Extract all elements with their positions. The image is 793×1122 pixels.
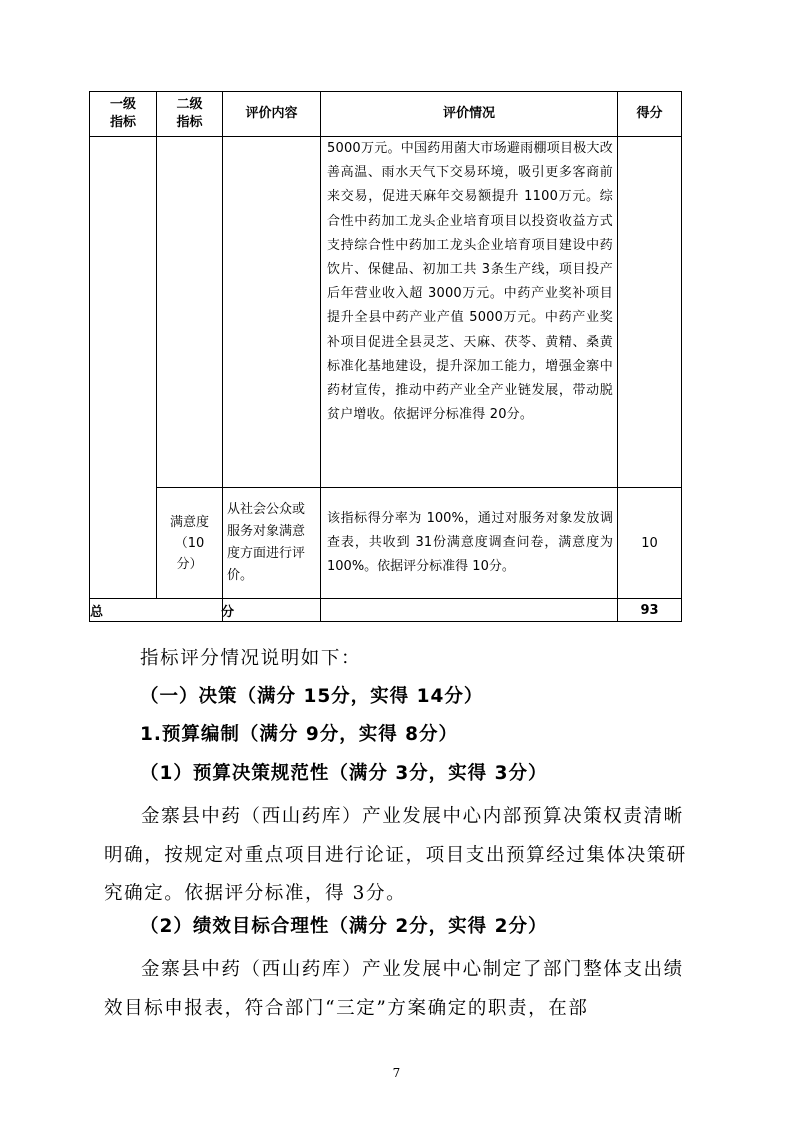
level2-cell [157, 137, 223, 488]
level1-cell [90, 137, 157, 599]
table-header-row [90, 92, 682, 137]
satisfaction-content: 从社会公众或服务对象满意度方面进行评价。 [223, 488, 321, 599]
header-level2: 二级 指标 [157, 92, 223, 137]
item-heading-2: （2）绩效目标合理性（满分 2分，实得 2分） [140, 916, 548, 937]
section-heading: （一）决策（满分 15分，实得 14分） [140, 686, 484, 707]
paragraph-2: 金寨县中药（西山药库）产业发展中心制定了部门整体支出绩效目标申报表，符合部门“三定”方案确定的职责，在部 [104, 959, 684, 1019]
header-score: 得分 [618, 92, 682, 137]
total-label: 总 分 [90, 599, 223, 622]
paragraph-1: 金寨县中药（西山药库）产业发展中心内部预算决策权责清晰明确，按规定对重点项目进行论证，项目支出预算经过集体决策研究确定。依据评分标准，得 3分。 [104, 806, 687, 904]
evaluation-cell: 5000万元。中国药用菌大市场避雨棚项目极大改善高温、雨水天气下交易环境，吸引更多客商前来交易，促进天麻年交易额提升 1100万元。综合性中药加工龙头企业培育项目以投资收益方式支持综合性中药加工龙头企业培育项目建设中药饮片、保健品、初加工共 3条生产线，项目投产后年营业收入超 3000万元。中药产业奖补项目提升全县中药产业产值 5000万元。中药产业奖补项目促进全县灵芝、天麻、茯苓、黄精、桑黄标准化基地建设，提升深加工能力，增强金寨中药材宣传，推动中药产业全产业链发展，带动脱贫户增收。依据评分标准得 20分。 [321, 137, 618, 488]
header-content: 评价内容 [223, 92, 321, 137]
header-evaluation: 评价情况 [321, 92, 618, 137]
total-empty-2 [321, 599, 618, 622]
total-score: 93 [618, 599, 682, 622]
score-cell [618, 137, 682, 488]
intro-text: 指标评分情况说明如下： [140, 648, 362, 669]
table-row [90, 137, 682, 488]
page-number: 7 [392, 1066, 401, 1080]
table-row [90, 488, 682, 599]
satisfaction-score: 10 [618, 488, 682, 599]
header-level1: 一级 指标 [90, 92, 157, 137]
satisfaction-evaluation: 该指标得分率为 100%，通过对服务对象发放调查表，共收到 31份满意度调查问卷，满意度为 100%。依据评分标准得 10分。 [321, 488, 618, 599]
item-heading-1: （1）预算决策规范性（满分 3分，实得 3分） [140, 763, 548, 784]
satisfaction-indicator: 满意度 （10 分） [157, 488, 223, 599]
total-row [90, 599, 682, 622]
subsection-heading: 1.预算编制（满分 9分，实得 8分） [140, 724, 459, 745]
content-cell [223, 137, 321, 488]
evaluation-table [89, 91, 682, 622]
